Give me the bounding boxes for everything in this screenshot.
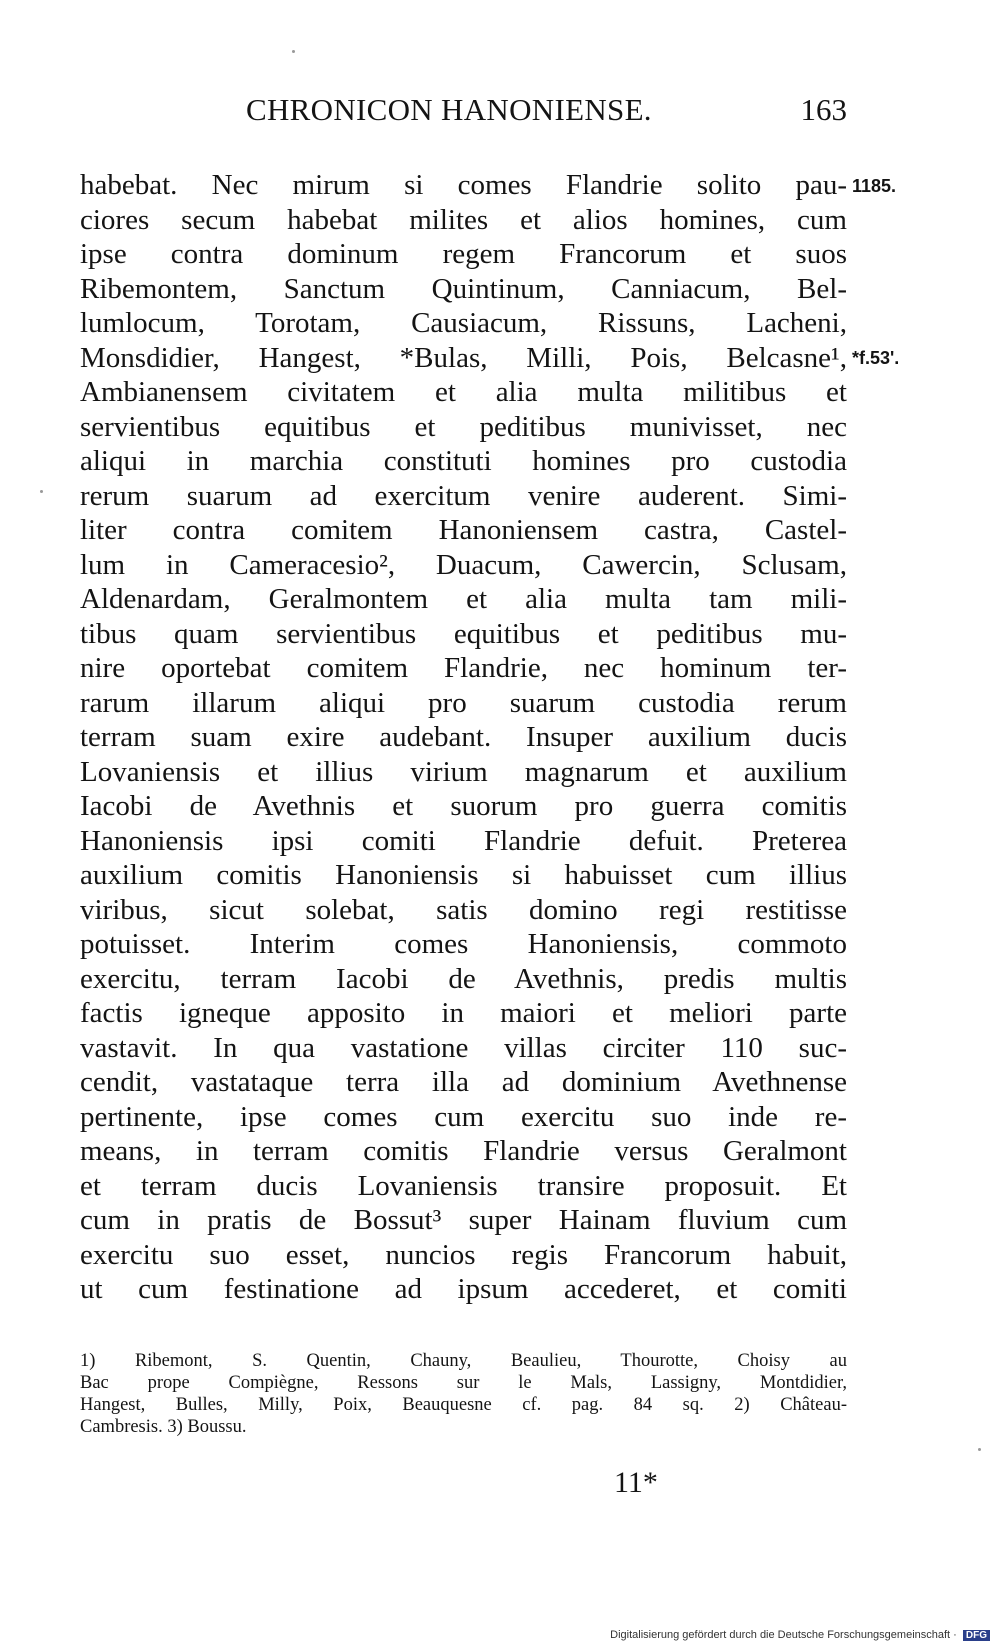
body-line: viribus, sicut solebat, satis domino regi restitisse xyxy=(80,893,847,926)
running-head xyxy=(80,92,847,134)
body-line: liter contra comitem Hanoniensem castra, Castel- xyxy=(80,514,847,546)
body-line: Aldenardam, Geralmontem et alia multa tam mili- xyxy=(80,583,847,615)
speck xyxy=(978,1448,981,1451)
body-line: Iacobi de Avethnis et suorum pro guerra comitis xyxy=(80,790,847,822)
body-line: ipse contra dominum regem Francorum et suos xyxy=(80,238,847,270)
credit-text: Digitalisierung gefördert durch die Deutsche Forschungsgemeinschaft · xyxy=(610,1629,957,1641)
body-line: factis igneque apposito in maiori et meliori parte xyxy=(80,997,847,1029)
footnote-line: Hangest, Bulles, Milly, Poix, Beauquesne cf. pag. 84 sq. 2) Château- xyxy=(80,1395,847,1415)
signature-mark: 11* xyxy=(614,1466,658,1499)
body-line: exercitu suo esset, nuncios regis Francorum habuit, xyxy=(80,1238,847,1271)
margin-note-folio: *f.53'. xyxy=(852,348,900,368)
footnote-line: Bac prope Compiègne, Ressons sur le Mals, Lassigny, Montdidier, xyxy=(80,1373,847,1393)
body-line: rarum illarum aliqui pro suarum custodia rerum xyxy=(80,686,847,719)
running-title: CHRONICON HANONIENSE. xyxy=(246,92,652,127)
body-line: means, in terram comitis Flandrie versus Geralmont xyxy=(80,1135,847,1167)
body-line: habebat. Nec mirum si comes Flandrie solito pau- xyxy=(80,169,847,201)
body-line: cendit, vastataque terra illa ad dominium Avethnense xyxy=(80,1066,847,1098)
body-line: potuisset. Interim comes Hanoniensis, commoto xyxy=(80,928,847,960)
body-line: ciores secum habebat milites et alios homines, cum xyxy=(80,203,847,236)
margin-note-year: 1185. xyxy=(852,176,897,196)
body-line: auxilium comitis Hanoniensis si habuisset cum illius xyxy=(80,859,847,891)
body-line: lum in Cameracesio², Duacum, Cawercin, Sclusam, xyxy=(80,548,847,581)
body-line: Lovaniensis et illius virium magnarum et auxilium xyxy=(80,755,847,788)
speck xyxy=(292,50,295,53)
body-line: Hanoniensis ipsi comiti Flandrie defuit. Preterea xyxy=(80,824,847,857)
body-line: rerum suarum ad exercitum venire auderent. Simi- xyxy=(80,479,847,512)
footnote-line: Cambresis. 3) Boussu. xyxy=(80,1417,247,1437)
body-line: vastavit. In qua vastatione villas circiter 110 suc- xyxy=(80,1031,847,1064)
body-line: cum in pratis de Bossut³ super Hainam fluvium cum xyxy=(80,1204,847,1236)
body-line: Ribemontem, Sanctum Quintinum, Canniacum, Bel- xyxy=(80,272,847,305)
body-text xyxy=(80,168,847,1307)
body-line: lumlocum, Torotam, Causiacum, Rissuns, Lacheni, xyxy=(80,307,847,339)
footnotes xyxy=(80,1350,847,1438)
body-line: Ambianensem civitatem et alia multa militibus et xyxy=(80,376,847,408)
body-line: nire oportebat comitem Flandrie, nec hominum ter- xyxy=(80,652,847,684)
page-number: 163 xyxy=(800,92,847,127)
body-line: servientibus equitibus et peditibus munivisset, nec xyxy=(80,410,847,443)
speck xyxy=(40,490,43,493)
body-line: Monsdidier, Hangest, *Bulas, Milli, Pois, Belcasne¹, xyxy=(80,341,847,374)
body-line: aliqui in marchia constituti homines pro custodia xyxy=(80,445,847,477)
body-line: et terram ducis Lovaniensis transire proposuit. Et xyxy=(80,1169,847,1202)
body-line: pertinente, ipse comes cum exercitu suo inde re- xyxy=(80,1100,847,1133)
dfg-logo: DFG xyxy=(963,1630,990,1641)
digitization-credit xyxy=(610,1629,990,1641)
body-line: exercitu, terram Iacobi de Avethnis, predis multis xyxy=(80,962,847,995)
body-line: terram suam exire audebant. Insuper auxilium ducis xyxy=(80,721,847,753)
body-line: tibus quam servientibus equitibus et peditibus mu- xyxy=(80,617,847,650)
body-line: ut cum festinatione ad ipsum accederet, et comiti xyxy=(80,1273,847,1305)
footnote-line: 1) Ribemont, S. Quentin, Chauny, Beaulieu, Thourotte, Choisy au xyxy=(80,1351,847,1371)
